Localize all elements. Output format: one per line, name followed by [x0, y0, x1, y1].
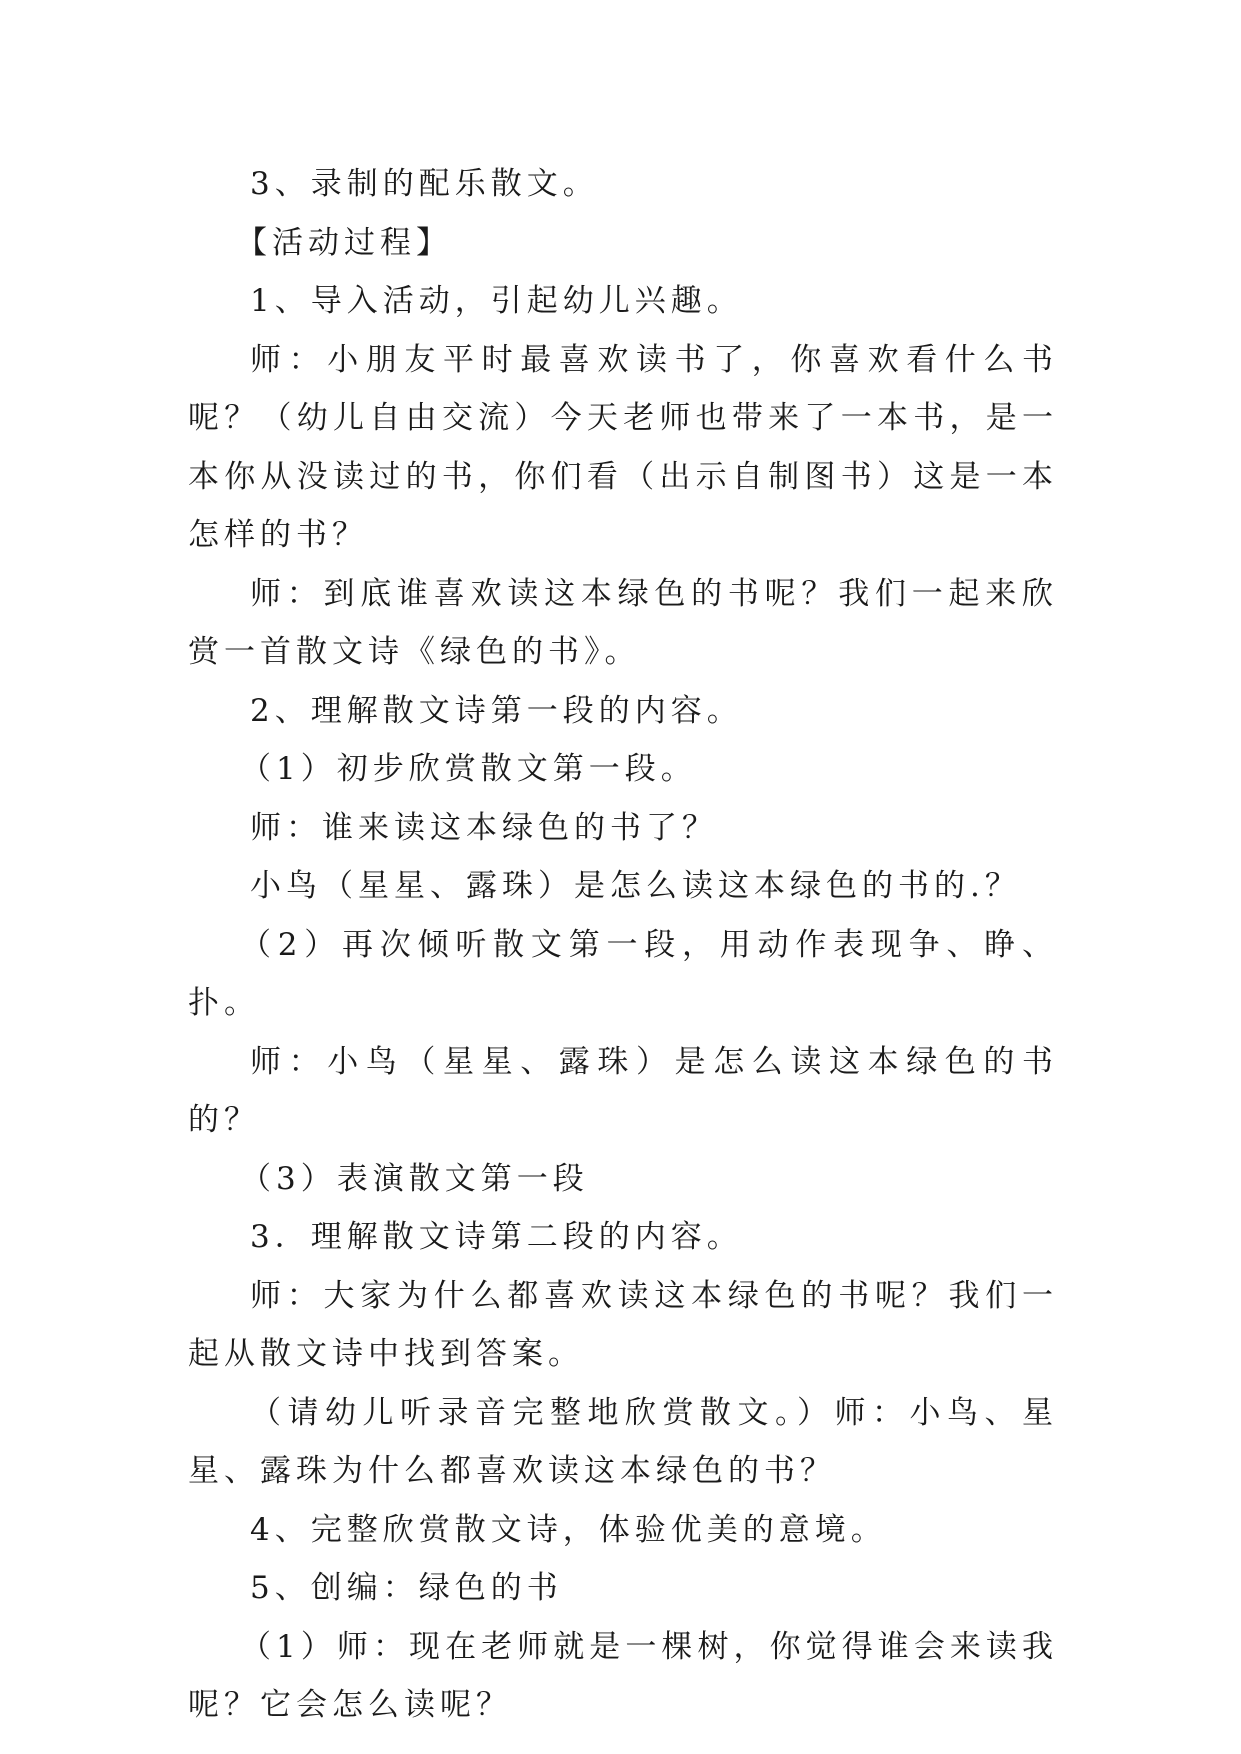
paragraph-listen-recording: （请幼儿听录音完整地欣赏散文。）师：小鸟、星星、露珠为什么都喜欢读这本绿色的书？ [188, 1394, 1058, 1489]
paragraph-step-2-3: （3）表演散文第一段 [240, 1160, 589, 1197]
document-body [188, 155, 1058, 1735]
paragraph-step-2-1: （1）初步欣赏散文第一段。 [240, 751, 697, 787]
paragraph-step-5: 5、创编：绿色的书 [250, 1570, 563, 1606]
paragraph-step-1: 1、导入活动，引起幼儿兴趣。 [250, 283, 743, 319]
paragraph-step-3: 3．理解散文诗第二段的内容。 [250, 1219, 743, 1255]
paragraph-step-2: 2、理解散文诗第一段的内容。 [250, 692, 743, 729]
paragraph-step-5-1: （1）师：现在老师就是一棵树，你觉得谁会来读我呢？它会怎么读呢？ [188, 1628, 1058, 1723]
paragraph-how-read: 小鸟（星星、露珠）是怎么读这本绿色的书的.？ [250, 868, 1021, 904]
paragraph-step-4: 4、完整欣赏散文诗，体验优美的意境。 [250, 1511, 887, 1548]
paragraph-teacher-question: 师：到底谁喜欢读这本绿色的书呢？我们一起来欣赏一首散文诗《绿色的书》。 [188, 575, 1058, 670]
section-heading-activity-process: 【活动过程】 [236, 224, 452, 261]
paragraph-teacher-why: 师：大家为什么都喜欢读这本绿色的书呢？我们一起从散文诗中找到答案。 [188, 1277, 1058, 1372]
paragraph-materials-3: 3、录制的配乐散文。 [250, 166, 599, 202]
paragraph-teacher-how-read: 师：小鸟（星星、露珠）是怎么读这本绿色的书的？ [188, 1043, 1058, 1138]
paragraph-step-2-2: （2）再次倾听散文第一段，用动作表现争、睁、扑。 [188, 926, 1058, 1021]
paragraph-teacher-who-reads: 师：谁来读这本绿色的书了？ [250, 809, 718, 846]
paragraph-teacher-intro: 师：小朋友平时最喜欢读书了，你喜欢看什么书呢？（幼儿自由交流）今天老师也带来了一本书，是一本你从没读过的书，你们看（出示自制图书）这是一本怎样的书？ [188, 341, 1058, 553]
